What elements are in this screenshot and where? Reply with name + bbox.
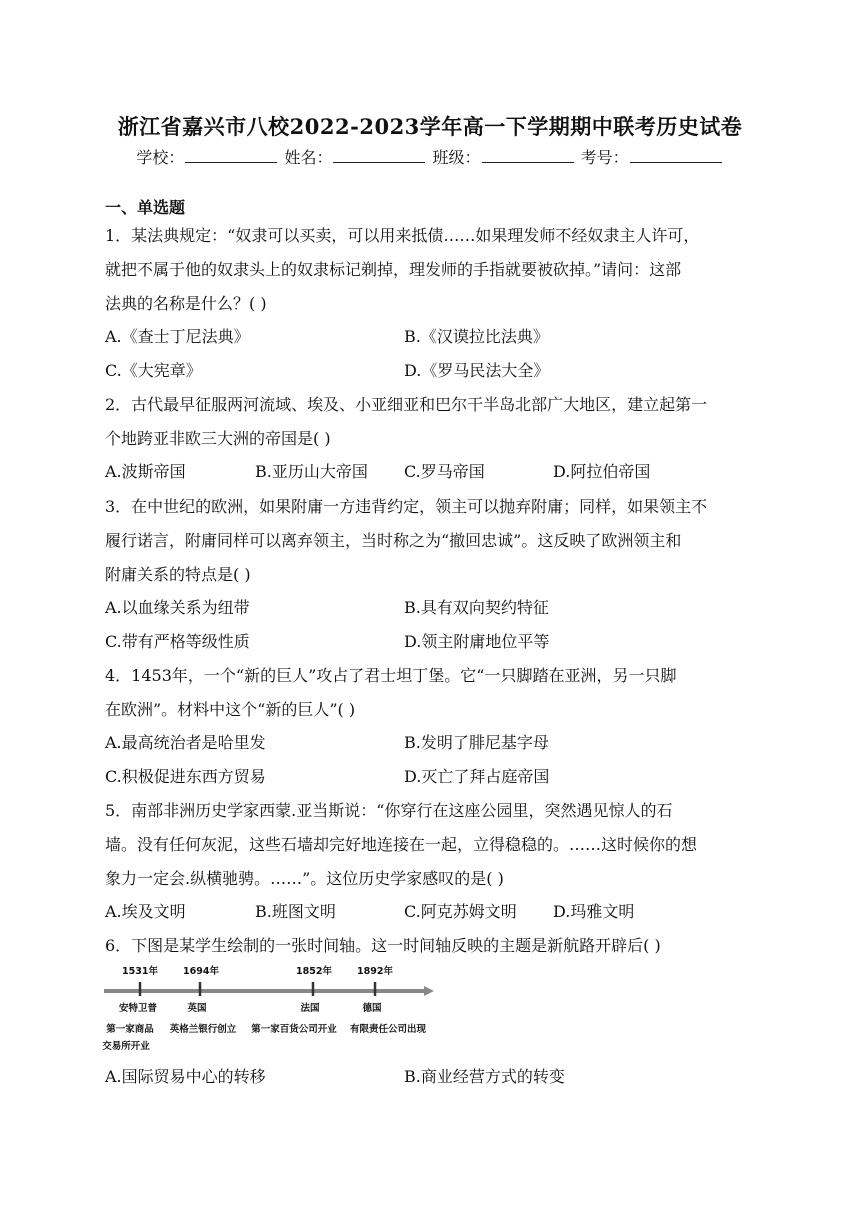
question-3-line-2: 履行诺言，附庸同样可以离弃领主，当时称之为“撤回忠诚”。这反映了欧洲领主和	[105, 531, 682, 550]
student-info-row	[0, 145, 860, 168]
question-1-line-2: 就把不属于他的奴隶头上的奴隶标记剃掉，理发师的手指就要被砍掉。”请问：这部	[105, 260, 682, 279]
timeline-place-4: 德国	[362, 1003, 382, 1014]
exam-title: 浙江省嘉兴市八校2022-2023学年高一下学期期中联考历史试卷	[117, 114, 743, 139]
question-1-option-c[interactable]: C.《大宪章》	[105, 361, 202, 380]
timeline-event-1: 第一家商品	[106, 1024, 154, 1035]
timeline-place-2: 英国	[187, 1003, 207, 1014]
question-2-line-2: 个地跨亚非欧三大洲的帝国是( )	[105, 429, 331, 448]
question-1-line-1: 1．某法典规定：“奴隶可以买卖，可以用来抵债……如果理发师不经奴隶主人许可，	[105, 226, 700, 245]
question-2-option-b[interactable]: B.亚历山大帝国	[255, 462, 368, 481]
timeline-event-4: 有限责任公司出现	[349, 1024, 427, 1035]
question-6-option-b[interactable]: B.商业经营方式的转变	[404, 1067, 565, 1086]
question-5-line-1: 5．南部非洲历史学家西蒙.亚当斯说：“你穿行在这座公园里，突然遇见惊人的石	[105, 801, 673, 820]
question-2-option-c[interactable]: C.罗马帝国	[404, 462, 485, 481]
timeline-arrow-icon	[424, 986, 434, 996]
question-4-option-b[interactable]: B.发明了腓尼基字母	[404, 733, 549, 752]
school-blank[interactable]	[185, 148, 277, 163]
question-4-line-1: 4．1453年，一个“新的巨人”攻占了君士坦丁堡。它“一只脚踏在亚洲，另一只脚	[105, 666, 677, 685]
question-5-line-2: 墙。没有任何灰泥，这些石墙却完好地连接在一起，立得稳稳的。……这时候你的想	[105, 835, 698, 854]
question-3-option-d[interactable]: D.领主附庸地位平等	[404, 632, 550, 651]
timeline-year-3: 1852年	[296, 966, 332, 977]
question-1-option-a[interactable]: A.《查士丁尼法典》	[105, 327, 250, 346]
question-4-option-d[interactable]: D.灭亡了拜占庭帝国	[404, 767, 550, 786]
question-2-option-d[interactable]: D.阿拉伯帝国	[553, 462, 651, 481]
question-2-line-1: 2．古代最早征服两河流域、埃及、小亚细亚和巴尔干半岛北部广大地区，建立起第一	[105, 395, 708, 414]
timeline-event-1-cont: 交易所开业	[102, 1041, 150, 1052]
question-5-option-b[interactable]: B.班图文明	[255, 902, 336, 921]
timeline-event-2: 英格兰银行创立	[169, 1024, 237, 1035]
name-label: 姓名：	[284, 148, 333, 167]
question-1-option-d[interactable]: D.《罗马民法大全》	[404, 361, 550, 380]
number-label: 考号：	[580, 148, 629, 167]
class-label: 班级：	[432, 148, 481, 167]
question-3-line-3: 附庸关系的特点是( )	[105, 565, 251, 584]
timeline-place-3: 法国	[300, 1003, 320, 1014]
timeline-figure	[100, 958, 440, 1058]
timeline-event-3: 第一家百货公司开业	[251, 1024, 337, 1035]
question-2-option-a[interactable]: A.波斯帝国	[105, 462, 186, 481]
class-blank[interactable]	[482, 148, 574, 163]
timeline-year-1: 1531年	[122, 966, 158, 977]
question-1-option-b[interactable]: B.《汉谟拉比法典》	[404, 327, 549, 346]
question-6-line-1: 6．下图是某学生绘制的一张时间轴。这一时间轴反映的主题是新航路开辟后( )	[105, 936, 661, 955]
timeline-place-1: 安特卫普	[118, 1003, 158, 1014]
question-6-option-a[interactable]: A.国际贸易中心的转移	[105, 1067, 266, 1086]
name-blank[interactable]	[333, 148, 425, 163]
question-4-option-a[interactable]: A.最高统治者是哈里发	[105, 733, 266, 752]
timeline-year-4: 1892年	[357, 966, 393, 977]
question-5-option-c[interactable]: C.阿克苏姆文明	[404, 902, 517, 921]
question-5-option-d[interactable]: D.玛雅文明	[553, 902, 635, 921]
question-1-line-3: 法典的名称是什么？( )	[105, 294, 267, 313]
section-heading: 一、单选题	[105, 198, 186, 217]
number-blank[interactable]	[630, 148, 722, 163]
question-5-option-a[interactable]: A.埃及文明	[105, 902, 186, 921]
question-3-option-b[interactable]: B.具有双向契约特征	[404, 598, 549, 617]
question-4-option-c[interactable]: C.积极促进东西方贸易	[105, 767, 266, 786]
question-3-option-a[interactable]: A.以血缘关系为纽带	[105, 598, 250, 617]
question-4-line-2: 在欧洲”。材料中这个“新的巨人”( )	[105, 700, 356, 719]
question-3-line-1: 3．在中世纪的欧洲，如果附庸一方违背约定，领主可以抛弃附庸；同样，如果领主不	[105, 497, 708, 516]
school-label: 学校：	[136, 148, 185, 167]
question-5-line-3: 象力一定会.纵横驰骋。……”。这位历史学家感叹的是( )	[105, 869, 504, 888]
question-3-option-c[interactable]: C.带有严格等级性质	[105, 632, 250, 651]
timeline-year-2: 1694年	[183, 966, 219, 977]
